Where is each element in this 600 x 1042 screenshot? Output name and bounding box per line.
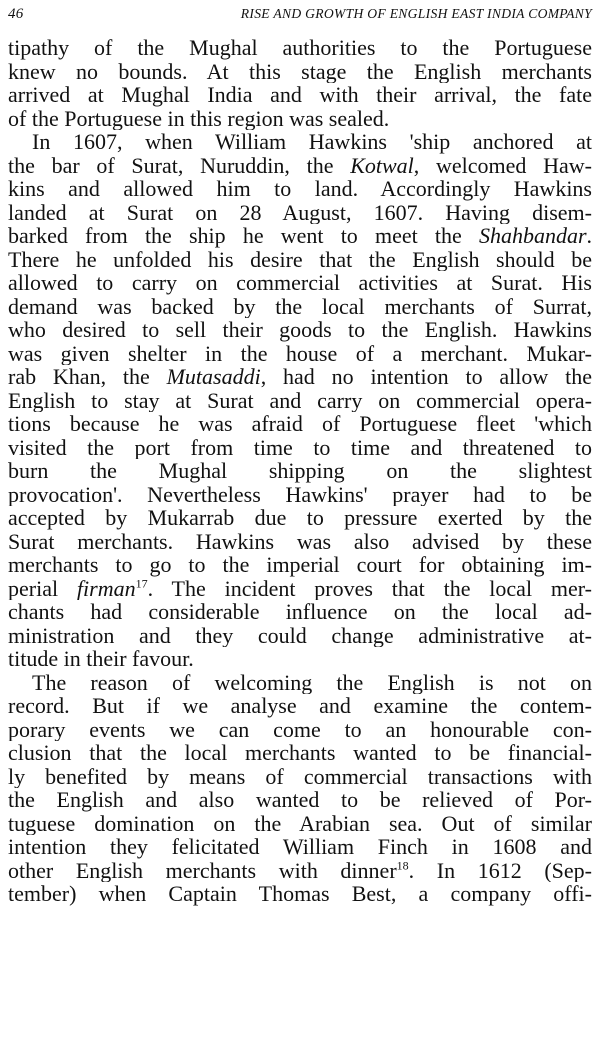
text-line: burn the Mughal shipping on the slightest <box>8 459 592 483</box>
italic-term: firman <box>76 576 136 600</box>
text-line: of the Portuguese in this region was sealed. <box>8 106 390 130</box>
text-line: tember) when Captain Thomas Best, a company offi- <box>8 882 592 906</box>
text-run: rab Khan, the <box>8 365 167 389</box>
text-line: English to stay at Surat and carry on commercial opera- <box>8 388 592 412</box>
italic-term: Mutasaddi <box>166 365 261 389</box>
text-line: porary events we can come to an honourable con- <box>8 717 592 741</box>
text-line <box>8 224 592 248</box>
text-line: chants had considerable influence on the local ad- <box>8 600 592 624</box>
text-line: provocation'. Nevertheless Hawkins' prayer had to be <box>8 482 592 506</box>
text-line: visited the port from time to time and threatened to <box>8 435 592 459</box>
running-head <box>8 6 592 28</box>
text-line: the English and also wanted to be relieved of Por- <box>8 788 592 812</box>
text-line: was given shelter in the house of a merchant. Mukar- <box>8 341 592 365</box>
footnote-ref: 17 <box>135 576 148 591</box>
text-run: , welcomed Haw- <box>413 153 592 177</box>
italic-term: Shahbandar <box>478 224 587 248</box>
text-line: arrived at Mughal India and with their arrival, the fate <box>8 83 592 107</box>
text-line: Surat merchants. Hawkins was also advised by these <box>8 529 592 553</box>
text-run: , had no intention to allow the <box>260 365 592 389</box>
body-text <box>8 36 592 906</box>
text-run: the bar of Surat, Nuruddin, the <box>8 153 351 177</box>
text-line: tuguese domination on the Arabian sea. Out of similar <box>8 811 592 835</box>
page-number: 46 <box>8 6 24 22</box>
text-line: kins and allowed him to land. Accordingly Hawkins <box>8 177 592 201</box>
text-line: titude in their favour. <box>8 647 194 671</box>
text-line: knew no bounds. At this stage the English merchants <box>8 59 592 83</box>
footnote-ref: 18 <box>396 858 409 873</box>
text-line: tipathy of the Mughal authorities to the Portuguese <box>8 36 592 60</box>
text-line: who desired to sell their goods to the English. Hawkins <box>8 318 592 342</box>
text-line: There he unfolded his desire that the English should be <box>8 247 592 271</box>
text-line: tions because he was afraid of Portuguese fleet 'which <box>8 412 592 436</box>
text-line: record. But if we analyse and examine the contem- <box>8 694 592 718</box>
text-line: ministration and they could change administrative at- <box>8 623 592 647</box>
text-run: . <box>586 224 592 248</box>
text-run: . In 1612 (Sep- <box>408 858 592 882</box>
italic-term: Kotwal <box>350 153 414 177</box>
text-run: . The incident proves that the local mer- <box>147 576 592 600</box>
text-line: allowed to carry on commercial activities at Surat. His <box>8 271 592 295</box>
text-line: The reason of welcoming the English is not on <box>32 670 592 694</box>
text-run: barked from the ship he went to meet the <box>8 224 479 248</box>
text-line: ly benefited by means of commercial transactions with <box>8 764 592 788</box>
text-line: merchants to go to the imperial court for obtaining im- <box>8 553 592 577</box>
text-line: landed at Surat on 28 August, 1607. Having disem- <box>8 200 592 224</box>
text-line <box>8 577 592 601</box>
text-line: demand was backed by the local merchants of Surrat, <box>8 294 592 318</box>
text-line: In 1607, when William Hawkins 'ship anchored at <box>32 130 592 154</box>
text-line: clusion that the local merchants wanted to be financial- <box>8 741 592 765</box>
text-run: perial <box>8 576 77 600</box>
text-line <box>8 859 592 883</box>
running-title: RISE AND GROWTH OF ENGLISH EAST INDIA COMPANY <box>240 6 592 21</box>
text-line <box>8 154 592 178</box>
text-line: accepted by Mukarrab due to pressure exerted by the <box>8 506 592 530</box>
text-line <box>8 365 592 389</box>
text-line: intention they felicitated William Finch in 1608 and <box>8 835 592 859</box>
text-run: other English merchants with dinner <box>8 858 397 882</box>
